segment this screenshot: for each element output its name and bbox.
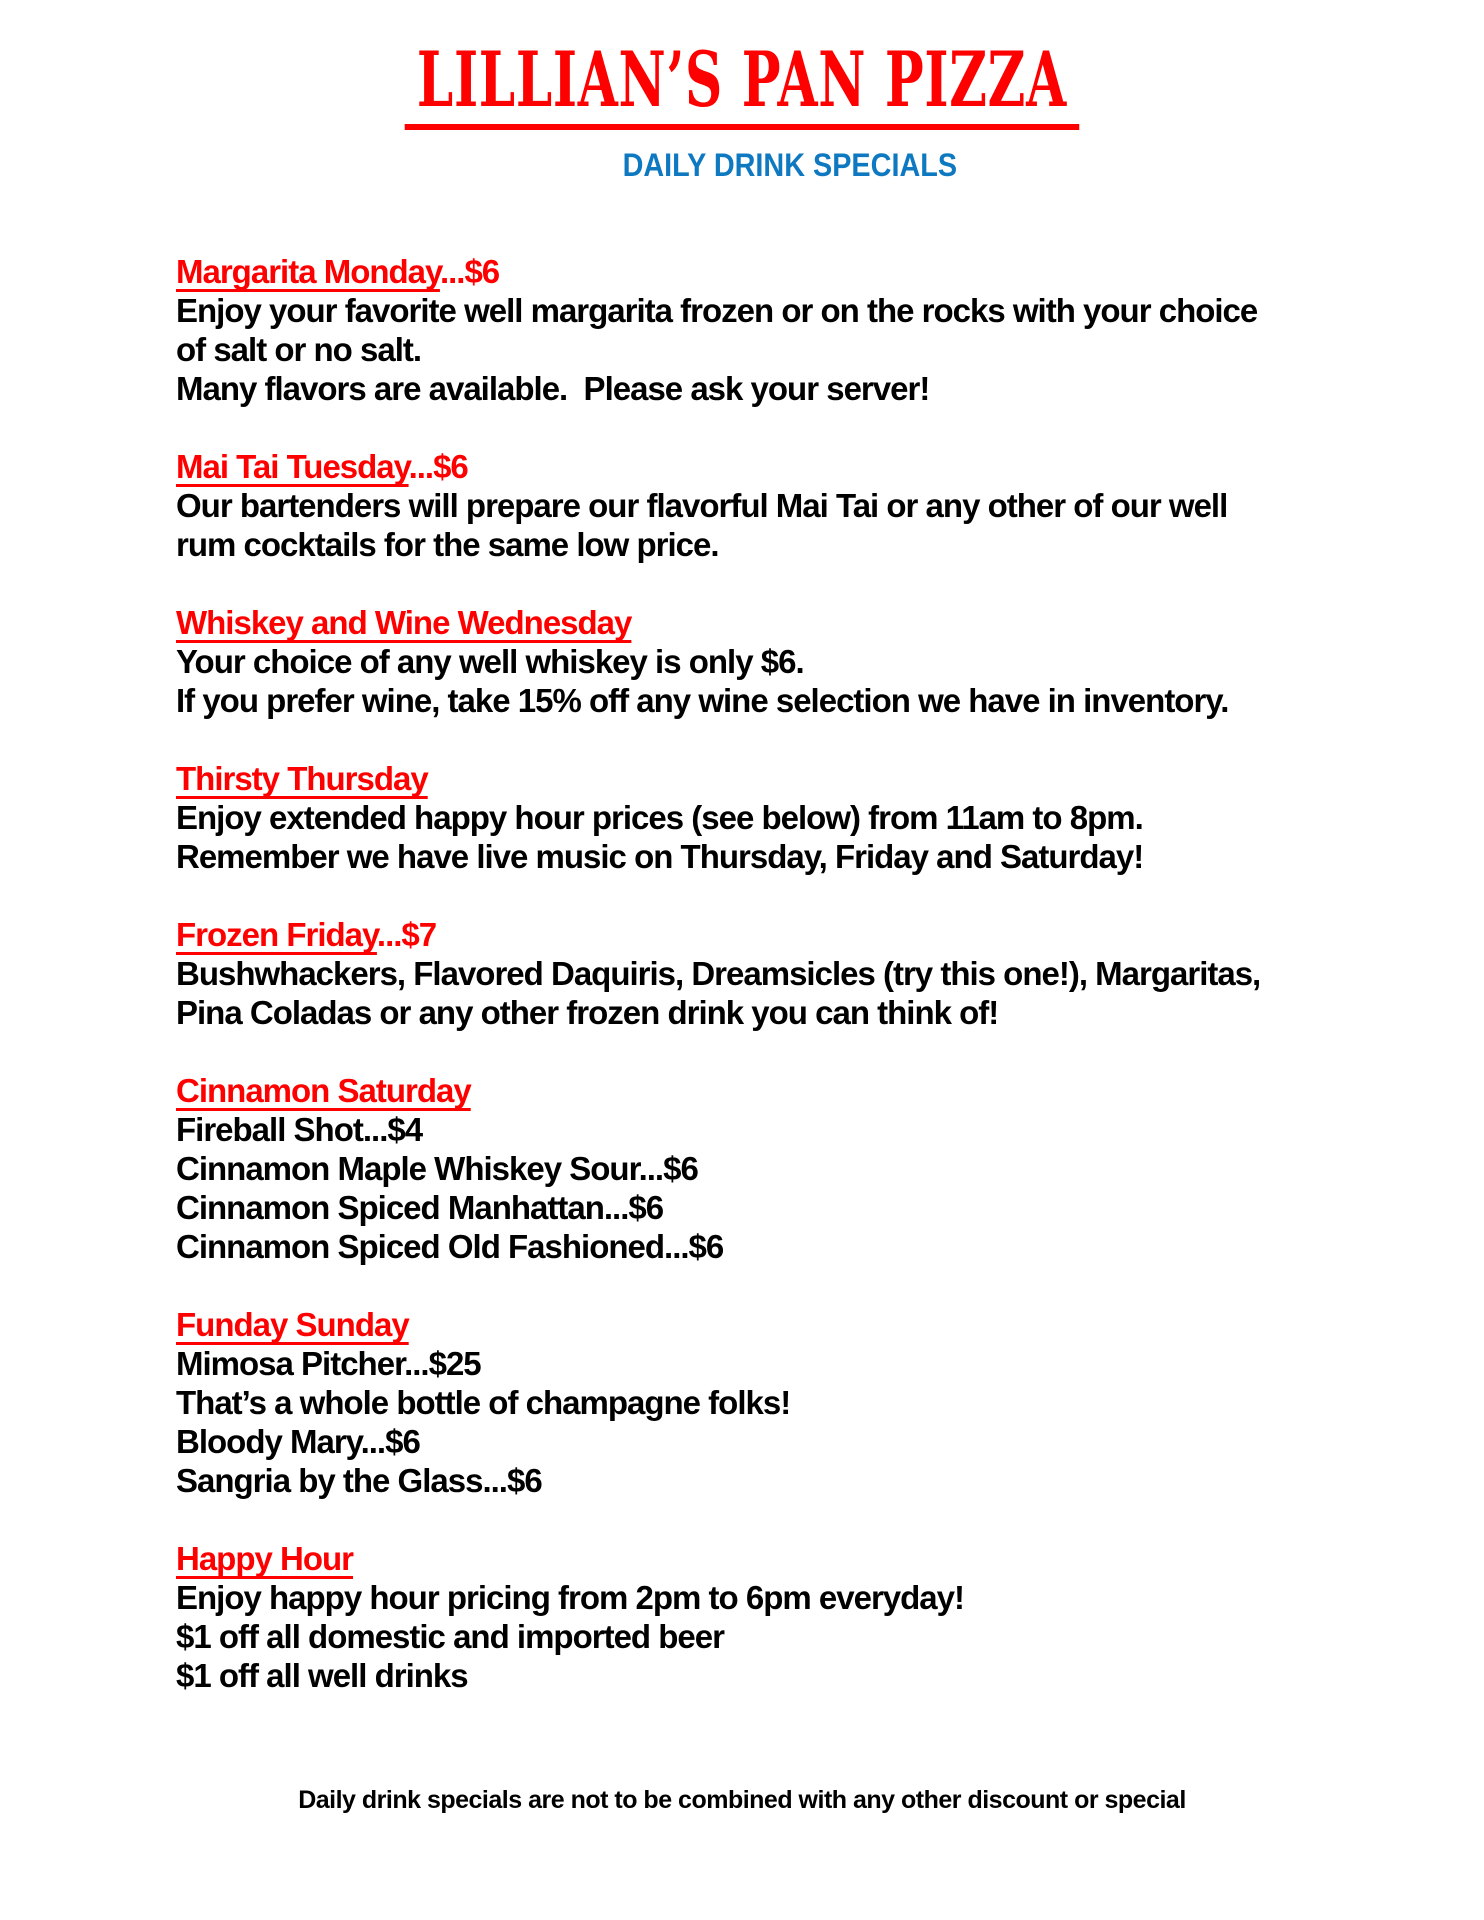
section-line: Enjoy extended happy hour prices (see below) from 11am to 8pm. [176,798,1143,836]
section-cinnamon-saturday [176,1071,1384,1266]
section-line: Enjoy happy hour pricing from 2pm to 6pm everyday! [176,1578,964,1616]
section-line: Remember we have live music on Thursday, Friday and Saturday! [176,837,1144,875]
section-margarita-monday [176,252,1384,408]
section-heading [176,1071,1384,1110]
section-heading [176,1539,1384,1578]
section-line: Cinnamon Spiced Old Fashioned...$6 [176,1227,724,1265]
section-heading-day: Whiskey and Wine Wednesday [176,603,632,641]
restaurant-title: LILLIAN’S PAN PIZZA [405,38,1079,130]
section-frozen-friday [176,915,1384,1032]
section-line: Many flavors are available. Please ask your server! [176,369,930,407]
section-line: Bloody Mary...$6 [176,1422,420,1460]
section-heading [176,915,1384,954]
section-funday-sunday [176,1305,1384,1500]
section-line: Fireball Shot...$4 [176,1110,423,1148]
section-heading-price: ...$6 [439,252,500,290]
section-heading-day: Funday Sunday [176,1305,409,1343]
title-wrap [0,0,1484,130]
section-heading-day: Cinnamon Saturday [176,1071,471,1109]
section-line: That’s a whole bottle of champagne folks! [176,1383,791,1421]
subtitle-wrap [0,146,1484,184]
section-line: Our bartenders will prepare our flavorful Mai Tai or any other of our well [176,486,1228,524]
section-thirsty-thursday [176,759,1384,876]
section-heading [176,252,1384,291]
section-heading [176,603,1384,642]
section-heading [176,447,1384,486]
section-line: Mimosa Pitcher...$25 [176,1344,481,1382]
section-mai-tai-tuesday [176,447,1384,564]
section-line: Your choice of any well whiskey is only $6. [176,642,804,680]
footer-disclaimer: Daily drink specials are not to be combined with any other discount or special [298,1785,1186,1814]
section-line: rum cocktails for the same low price. [176,525,719,563]
section-line: Cinnamon Maple Whiskey Sour...$6 [176,1149,698,1187]
section-line: Enjoy your favorite well margarita frozen or on the rocks with your choice [176,291,1258,329]
menu-subtitle: DAILY DRINK SPECIALS [622,146,958,183]
section-heading-day: Happy Hour [176,1539,354,1577]
section-line: Pina Coladas or any other frozen drink you can think of! [176,993,999,1031]
section-line: of salt or no salt. [176,330,422,368]
section-heading-price: ...$6 [408,447,468,485]
section-heading-day: Thirsty Thursday [176,759,428,797]
section-heading-day: Margarita Monday [176,252,440,290]
specials-list [0,252,1484,1695]
section-line: Cinnamon Spiced Manhattan...$6 [176,1188,664,1226]
section-heading-price: ...$7 [376,915,437,953]
section-line: $1 off all domestic and imported beer [176,1617,724,1655]
section-whiskey-wine-wednesday [176,603,1384,720]
section-heading [176,1305,1384,1344]
section-line: Bushwhackers, Flavored Daquiris, Dreamsicles (try this one!), Margaritas, [176,954,1261,992]
section-line: $1 off all well drinks [176,1656,468,1694]
section-heading-day: Frozen Friday [176,915,377,953]
section-line: If you prefer wine, take 15% off any wine selection we have in inventory. [176,681,1229,719]
section-heading-day: Mai Tai Tuesday [176,447,409,485]
section-line: Sangria by the Glass...$6 [176,1461,542,1499]
section-heading [176,759,1384,798]
section-happy-hour [176,1539,1384,1695]
